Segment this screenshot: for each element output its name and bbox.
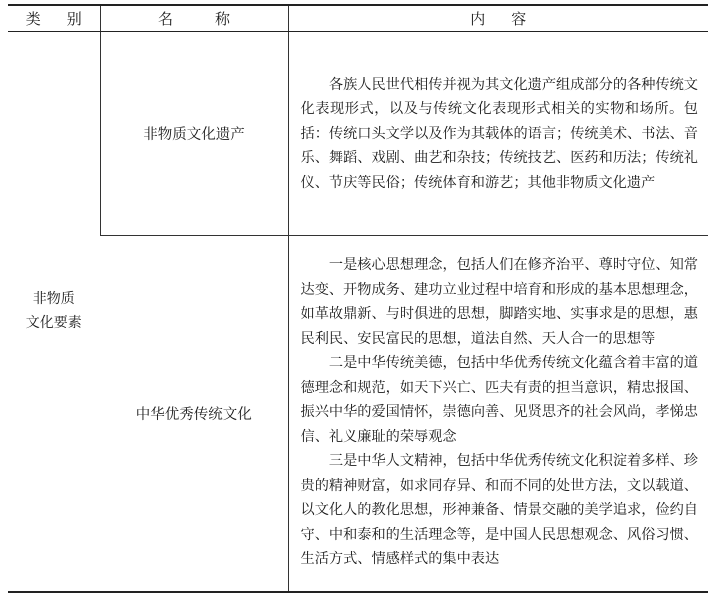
header-content [288, 5, 708, 31]
header-category-char-2: 别 [66, 9, 82, 28]
category-cell [8, 31, 100, 592]
content-paragraph: 二是中华传统美德，包括中华优秀传统文化蕴含着丰富的道德理念和规范，如天下兴亡、匹夫有责的担当意识，精忠报国、振兴中华的爱国情怀，崇德向善、见贤思齐的社会风尚，孝悌忠信、礼义廉耻的荣辱观念 [300, 355, 698, 445]
row-content-traditional-culture [288, 235, 708, 592]
header-row [8, 5, 708, 31]
header-name [100, 5, 288, 31]
header-content-char-2: 容 [511, 9, 527, 28]
category-label-line-1: 非物质 [32, 291, 75, 308]
header-category [8, 5, 100, 31]
table-row [8, 31, 708, 235]
culture-elements-table-container [8, 4, 708, 593]
header-content-char-1: 内 [470, 9, 486, 28]
row-name-traditional-culture: 中华优秀传统文化 [100, 235, 288, 592]
table-header [8, 5, 708, 31]
culture-elements-table [8, 4, 708, 593]
row-content-intangible-heritage [288, 31, 708, 235]
header-name-char-1: 名 [158, 9, 174, 28]
header-category-char-1: 类 [25, 9, 41, 28]
table-row [8, 235, 708, 592]
content-paragraph: 各族人民世代相传并视为其文化遗产组成部分的各种传统文化表现形式，以及与传统文化表现形式相关的实物和场所。包括：传统口头文学以及作为其载体的语言；传统美术、书法、音乐、舞蹈、戏剧、曲艺和杂技；传统技艺、医药和历法；传统礼仪、节庆等民俗；传统体育和游艺；其他非物质文化遗产 [300, 76, 698, 191]
content-paragraph: 一是核心思想理念，包括人们在修齐治平、尊时守位、知常达变、开物成务、建功立业过程中培育和形成的基本思想理念，如革故鼎新、与时俱进的思想，脚踏实地、实事求是的思想，惠民利民、安民富民的思想，道法自然、天人合一的思想等 [300, 257, 698, 347]
row-name-intangible-heritage: 非物质文化遗产 [100, 31, 288, 235]
category-label-line-2: 文化要素 [25, 315, 82, 332]
header-name-char-2: 称 [214, 9, 230, 28]
content-paragraph: 三是中华人文精神，包括中华优秀传统文化积淀着多样、珍贵的精神财富，如求同存异、和而不同的处世方法，文以载道、以文化人的教化思想，形神兼备、情景交融的美学追求，俭约自守、中和泰和的生活理念等，是中国人民思想观念、风俗习惯、生活方式、情感样式的集中表达 [300, 453, 698, 567]
table-body [8, 31, 708, 592]
